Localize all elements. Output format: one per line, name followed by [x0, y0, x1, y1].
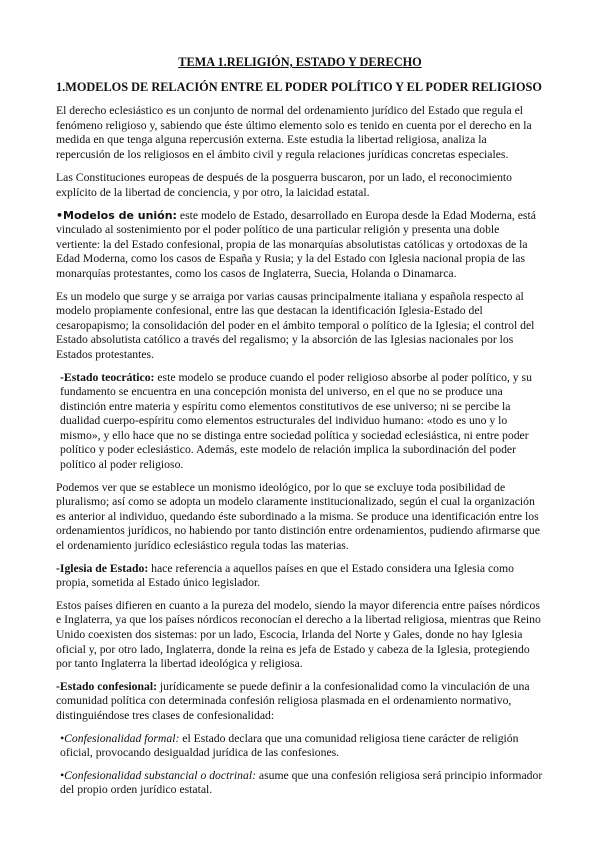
paragraph-confesionalidad-formal [56, 732, 544, 761]
text-iglesia-estado: hace referencia a aquellos países en que el Estado considera una Iglesia como propia, sometida al Estado único legislador. [56, 561, 514, 590]
text-confesionalidad-formal: el Estado declara que una comunidad religiosa tiene carácter de religión oficial, provocando desigualdad jurídica de las confesiones. [60, 731, 519, 760]
text-modelos-union: este modelo de Estado, desarrollado en Europa desde la Edad Moderna, está vinculado al sostenimiento por el poder político de una particular religión y presenta una doble vertiente: la del Estado confesional, propia de las monarquías absolutistas católicas y ortodoxas de la Edad Moderna, como los casos de España y Rusia; y la del Estado con Iglesia nacional propia de las monarquías protestantes, como los casos de Inglaterra, Suecia, Holanda o Dinamarca. [56, 208, 536, 280]
term-modelos-union: •Modelos de unión: [56, 208, 177, 222]
paragraph-monismo: Podemos ver que se establece un monismo ideológico, por lo que se excluye toda posibilidad de pluralismo; así como se adopta un modelo claramente institucionalizado, según el cual la organización es anterior al individuo, quedando éste subordinado a la misma. Se produce una identificación entre los ordenamientos jurídicos, no habiendo por tanto distinción entre ordenamientos, pudiendo afirmarse que el ordenamiento jurídico eclesiástico regula todas las materias. [56, 480, 540, 553]
term-iglesia-estado: -Iglesia de Estado: [56, 561, 149, 575]
paragraph-intro: El derecho eclesiástico es un conjunto de normal del ordenamiento jurídico del Estado que regula el fenómeno religioso y, sabiendo que éste último elemento solo es tenido en cuenta por el derecho en la medida en que tenga alguna repercusión externa. Este estudia la libertad religiosa, analiza la repercusión de los religiosos en el ámbito civil y regula relaciones jurídicas concretas especiales. [56, 104, 532, 161]
paragraph-estado-teocratico [56, 371, 544, 473]
text-estado-teocratico: este modelo se produce cuando el poder religioso absorbe al poder político, y su fundamento se encuentra en una concepción monista del universo, en el que no se produce una distinción entre materia y espíritu como elementos constitutivos de ese universo; ni se percibe la dualidad cuerpo-espíritu como elementos estructurales del individuo humano: «todo es uno y lo mismo», y ello hace que no se distinga entre sociedad política y sociedad eclesiástica, ni entre poder político y poder eclesiástico. Además, este modelo de relación implica la subordinación del poder político al poder religioso. [60, 370, 532, 472]
paragraph-estado-confesional [56, 680, 544, 724]
text-confesionalidad-substancial: asume que una confesión religiosa será principio informador del propio orden jurídico estatal. [60, 768, 543, 797]
paragraph-modelos-union [56, 209, 544, 282]
term-confesionalidad-substancial: •Confesionalidad substancial o doctrinal: [60, 768, 256, 782]
paragraph-causas: Es un modelo que surge y se arraiga por varias causas principalmente italiana y española respecto al modelo propiamente confesional, entre las que destacan la identificación Iglesia-Estado del cesaropapismo; la consolidación del poder en el ámbito temporal o político de la Iglesia; el control del Estado absolutista católico a través del regalismo; y la absorción de las Iglesias nacionales por los Estados protestantes. [56, 289, 535, 361]
term-estado-teocratico: -Estado teocrático: [60, 370, 155, 384]
paragraph-confesionalidad-substancial [56, 769, 544, 798]
paragraph-constitutions: Las Constituciones europeas de después de la posguerra buscaron, por un lado, el reconocimiento explícito de la libertad de conciencia, y por otro, la laicidad estatal. [56, 171, 513, 199]
paragraph-iglesia-estado [56, 562, 544, 591]
text-estado-confesional: jurídicamente se puede definir a la confesionalidad como la vinculación de una comunidad política con determinada confesión religiosa plasmada en el ordenamiento normativo, distinguiéndose tres clases de confesionalidad: [56, 679, 530, 722]
section-heading: 1.MODELOS DE RELACIÓN ENTRE EL PODER POLÍTICO Y EL PODER RELIGIOSO [56, 80, 542, 94]
document-title: TEMA 1.RELIGIÓN, ESTADO Y DERECHO [178, 55, 422, 69]
paragraph-paises: Estos países difieren en cuanto a la pureza del modelo, siendo la mayor diferencia entre países nórdicos e Inglaterra, ya que los países nórdicos reconocían el derecho a la libertad religiosa, mientras que Reino Unido coexisten dos sistemas: por un lado, Escocia, Irlanda del Norte y Gales, donde no hay Iglesia oficial y, por otro lado, Inglaterra, donde la reina es jefa de Estado y cabeza de la Iglesia, protegiendo por tanto Inglaterra la libertad ideológica y religiosa. [56, 598, 541, 671]
term-estado-confesional: -Estado confesional: [56, 679, 157, 693]
term-confesionalidad-formal: •Confesionalidad formal: [60, 731, 180, 745]
